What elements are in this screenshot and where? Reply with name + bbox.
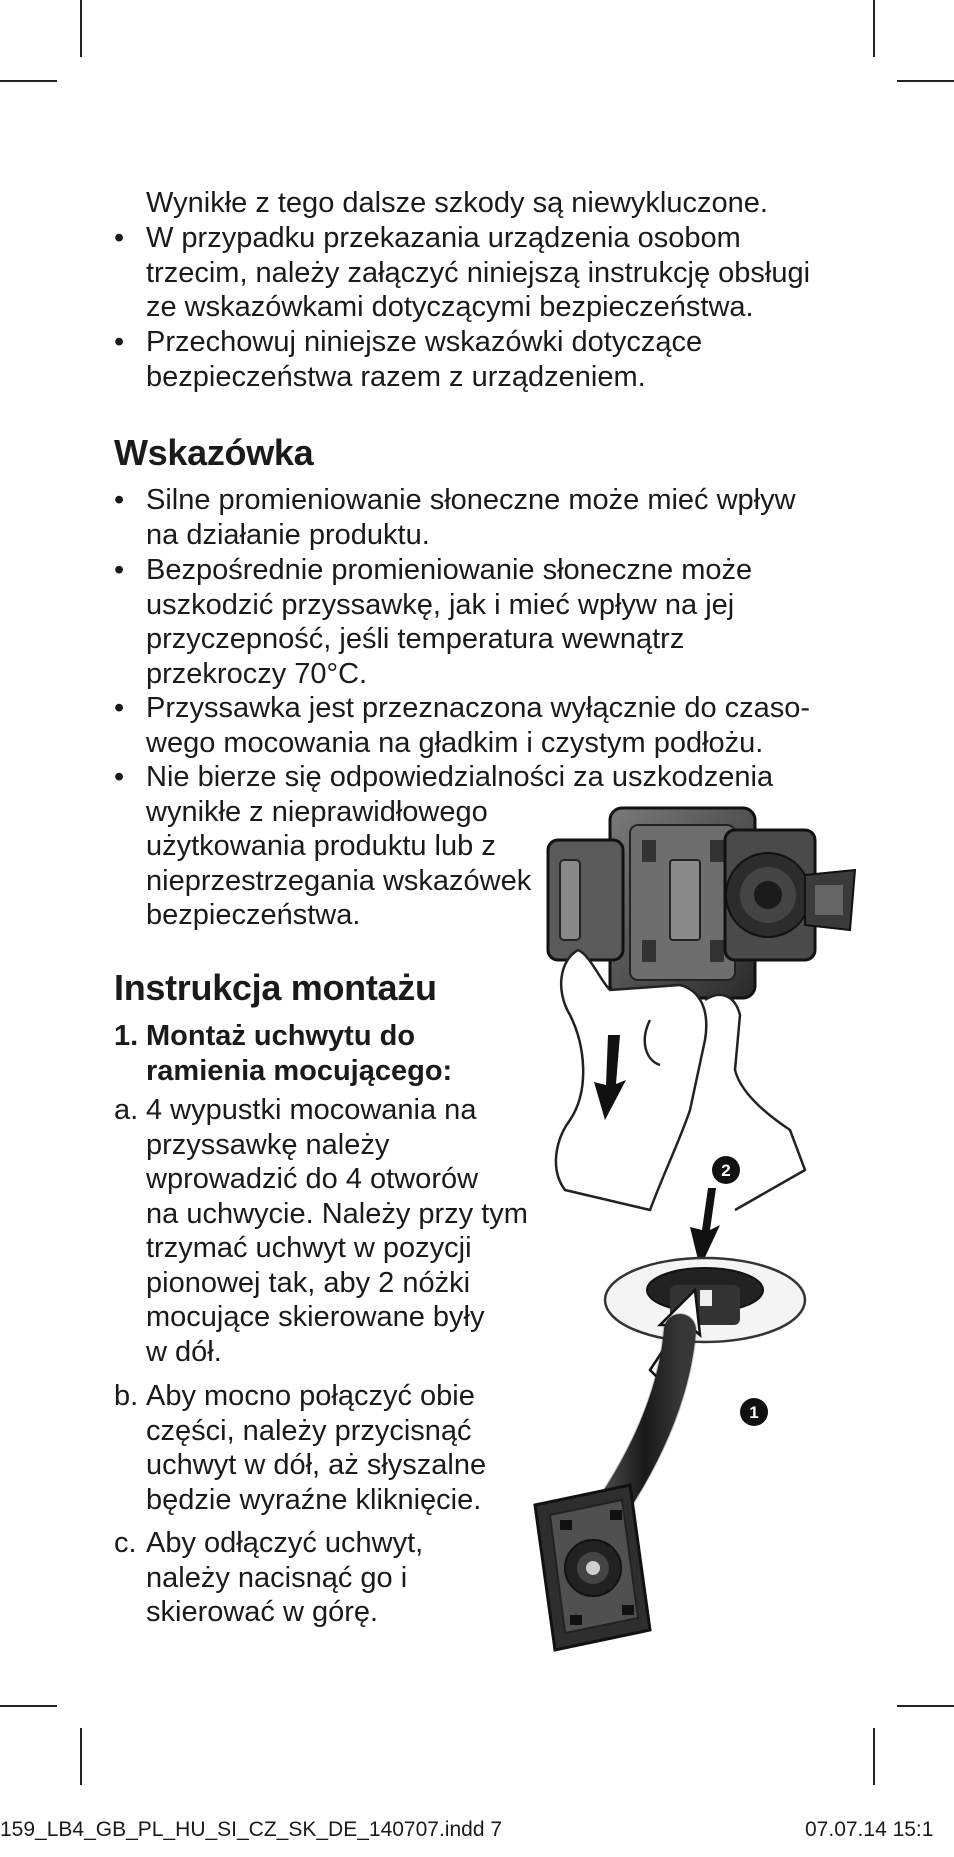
crop-mark bbox=[873, 0, 875, 57]
bullet-dot: • bbox=[114, 761, 125, 793]
item-letter: c. bbox=[114, 1527, 137, 1559]
crop-mark bbox=[80, 0, 82, 57]
note-bullet-2: Bezpośrednie promieniowanie słoneczne może uszkodzić przyssawkę, jak i mieć wpływ na jej przyczepność, jeśli temperatura wewnątrz przekroczy 70°C. bbox=[146, 554, 753, 690]
suction-cup bbox=[605, 1258, 805, 1342]
mounting-plate bbox=[535, 1485, 650, 1650]
crop-mark bbox=[873, 1728, 875, 1785]
crop-mark bbox=[897, 1705, 954, 1707]
step-2-badge bbox=[712, 1156, 740, 1184]
svg-text:2: 2 bbox=[721, 1161, 731, 1180]
step-1-badge bbox=[740, 1398, 768, 1426]
assembly-item-b: Aby mocno połączyć obie części, należy przycisnąć uchwyt w dół, aż słyszalne będzie wyraźne kliknięcie. bbox=[146, 1380, 487, 1516]
bullet-dot: • bbox=[114, 222, 125, 254]
intro-bullet-2: Przechowuj niniejsze wskazówki dotyczące bezpieczeństwa razem z urządzeniem. bbox=[146, 326, 703, 393]
bullet-dot: • bbox=[114, 554, 125, 586]
bullet-dot: • bbox=[114, 326, 125, 358]
assembly-item-c: Aby odłączyć uchwyt, należy nacisnąć go i skierować w górę. bbox=[146, 1527, 424, 1628]
step-number: 1. bbox=[114, 1020, 139, 1052]
footer-date: 07.07.14 15:1 bbox=[805, 1818, 934, 1841]
crop-mark bbox=[0, 1705, 57, 1707]
item-letter: a. bbox=[114, 1094, 139, 1126]
assembly-heading: Instrukcja montażu bbox=[114, 967, 437, 1008]
suction-adapter bbox=[725, 830, 855, 960]
arrow-down-icon bbox=[690, 1188, 720, 1268]
crop-mark bbox=[897, 80, 954, 82]
note-bullet-4: Nie bierze się odpowiedzialności za uszkodzenia wynikłe z nieprawidłowego użytkowania produktu lub z nieprzestrzegania wskazówek bezpieczeństwa. bbox=[146, 761, 774, 931]
crop-mark bbox=[80, 1728, 82, 1785]
note-heading: Wskazówka bbox=[114, 432, 314, 473]
intro-continuation: Wynikłe z tego dalsze szkody są niewykluczone. bbox=[146, 187, 768, 219]
note-bullet-1: Silne promieniowanie słoneczne może mieć wpływ na działanie produktu. bbox=[146, 484, 796, 551]
step-title-line: Montaż uchwytu do bbox=[146, 1020, 416, 1052]
bullet-dot: • bbox=[114, 692, 125, 724]
item-letter: b. bbox=[114, 1380, 139, 1412]
mount-assembly-illustration bbox=[530, 790, 860, 1670]
crop-mark bbox=[0, 80, 57, 82]
intro-bullet-1: W przypadku przekazania urządzenia osobom trzecim, należy załączyć niniejszą instrukcję obsługi ze wskazówkami dotyczącymi bezpieczeństwa. bbox=[146, 222, 811, 323]
hand bbox=[556, 950, 805, 1210]
bullet-dot: • bbox=[114, 484, 125, 516]
assembly-item-a: 4 wypustki mocowania na przyssawkę należy wprowadzić do 4 otworów na uchwycie. Należy przy tym trzymać uchwyt w pozycji pionowej tak, aby 2 nóżki mocujące skierowane były w dół. bbox=[146, 1094, 528, 1368]
svg-text:1: 1 bbox=[749, 1403, 759, 1422]
footer-file-info: 159_LB4_GB_PL_HU_SI_CZ_SK_DE_140707.indd 7 bbox=[0, 1818, 503, 1841]
note-bullet-3: Przyssawka jest przeznaczona wyłącznie do czaso- wego mocowania na gładkim i czystym podłożu. bbox=[146, 692, 811, 759]
step-title-line: ramienia mocującego: bbox=[146, 1054, 453, 1087]
